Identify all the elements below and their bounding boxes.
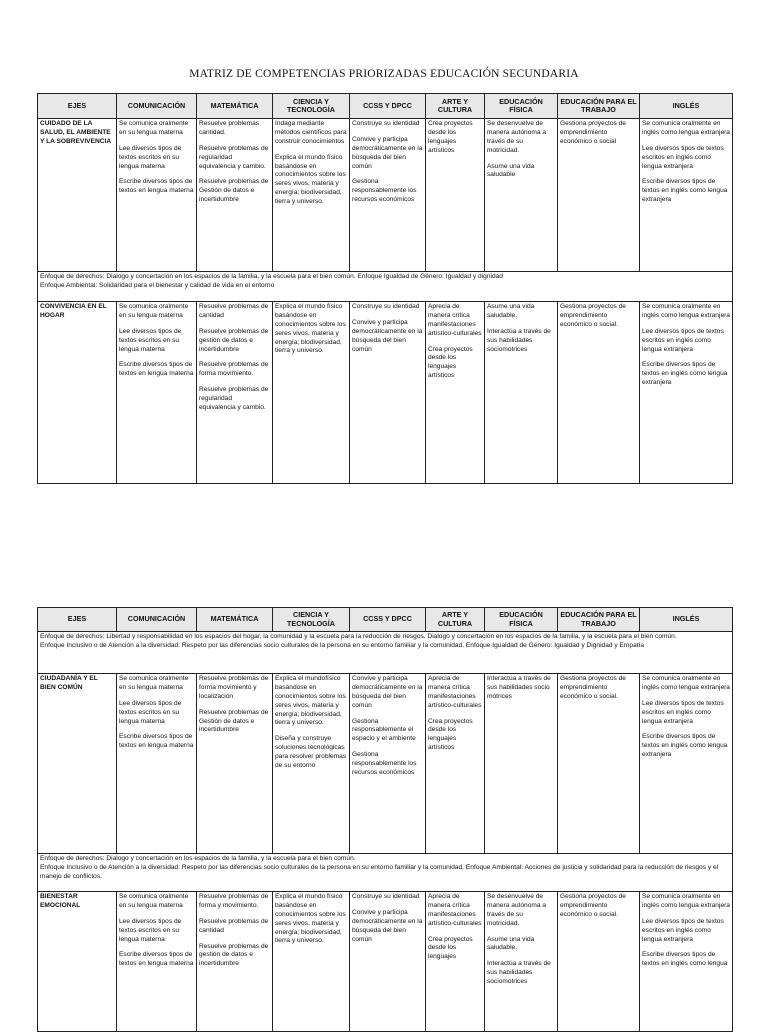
cell-comunicacion: Se comunica oralmente en su lengua materna Lee diversos tipos de textos escritos en su lengua materna Escribe diversos tipos de textos en lengua materna <box>117 302 197 484</box>
table-row <box>38 674 733 854</box>
cell-ciencia: Explica el mundo físico basándose en conocimientos sobre los seres vivos, materia y energía; biodiversidad, tierra y universo. <box>273 302 350 484</box>
cell-ciencia: Explica el mundofísico basándose en conocimientos sobre los seres vivos, materia y energía; biodiversidad, tierra y universo. Diseña y construye soluciones tecnológicas para resolver problemas de su entorno <box>273 674 350 854</box>
cell-matematica: Resuelve problemas de forma y movimiento. Resuelve problemas de cantidad Resuelve problemas de gestión de datos e incertidumbre <box>197 892 273 1032</box>
cell-arte: Aprecia de manera crítica manifestaciones artístico-culturales Crea proyectos desde los lenguajes <box>426 892 485 1032</box>
col-header-comunicacion: COMUNICACIÓN <box>117 608 197 632</box>
col-header-ingles: INGLÉS <box>640 608 733 632</box>
cell-ccss: Construye su identidad Convive y participa democráticamente en la búsqueda del bien común <box>350 302 426 484</box>
cell-ciencia: Explica el mundo físico basándose en conocimientos sobre los seres vivos, materia y energía; biodiversidad, tierra y universo. <box>273 892 350 1032</box>
cell-arte: Crea proyectos desde los lenguajes artísticos <box>426 119 485 272</box>
table-row <box>38 892 733 1032</box>
col-header-ciencia: CIENCIA Y TECNOLOGÍA <box>273 94 350 119</box>
col-header-ept: EDUCACIÓN PARA EL TRABAJO <box>558 608 640 632</box>
eje-label: CONVIVENCIA EN EL HOGAR <box>38 302 117 484</box>
cell-ingles: Se comunica oralmente en inglés como lengua extranjera Lee diversos tipos de textos escritos en inglés como lengua extranjera Escribe diversos tipos de textos en inglés como lengua extranjera <box>640 302 733 484</box>
col-header-matematica: MATEMÁTICA <box>197 94 273 119</box>
cell-ept: Gestiona proyectos de emprendimiento económico o social <box>558 119 640 272</box>
col-header-matematica: MATEMÁTICA <box>197 608 273 632</box>
eje-label: CIUDADANÍA Y EL BIEN COMÚN <box>38 674 117 854</box>
cell-comunicacion: Se comunica oralmente en su lengua materna Lee diversos tipos de textos escritos en su lengua materna Escribe diversos tipos de textos en lengua materna <box>117 892 197 1032</box>
cell-ccss: Construye su identidad Convive y participa democráticamente en la búsqueda del bien común Gestiona responsablemente los recursos económicos <box>350 119 426 272</box>
cell-ept: Gestiona proyectos de emprendimiento económico o social. <box>558 892 640 1032</box>
header-row <box>38 608 733 632</box>
cell-educacion-fisica: Se desenvuelve de manera autónoma a través de su motricidad. Asume una vida saludable. Interactúa a través de sus habilidades sociomotrices <box>485 892 558 1032</box>
cell-ept: Gestiona proyectos de emprendimiento económico o social. <box>558 674 640 854</box>
cell-ccss: Construye su identidad Convive y participa democráticamente en la búsqueda del bien común <box>350 892 426 1032</box>
cell-ingles: Se comunica oralmente en inglés como lengua extranjera Lee diversos tipos de textos escritos en inglés como lengua extranjera Escribe diversos tipos de textos en inglés como lengua extranjera <box>640 674 733 854</box>
col-header-ingles: INGLÉS <box>640 94 733 119</box>
cell-ept: Gestiona proyectos de emprendimiento económico o social. <box>558 302 640 484</box>
header-row <box>38 94 733 119</box>
col-header-arte: ARTE Y CULTURA <box>426 94 485 119</box>
cell-ingles: Se comunica oralmente en inglés como lengua extranjera Lee diversos tipos de textos escritos en inglés como lengua extranjera Escribe diversos tipos de textos en inglés como lengua extranjera <box>640 119 733 272</box>
cell-comunicacion: Se comunica oralmente en su lengua materna Lee diversos tipos de textos escritos en su lengua materna Escribe diversos tipos de textos en lengua materna <box>117 119 197 272</box>
cell-educacion-fisica: Asume una vida saludable. Interactúa a través de sus habilidades sociomotrices <box>485 302 558 484</box>
competency-matrix-2 <box>37 607 733 1032</box>
eje-label: CUIDADO DE LA SALUD, EL AMBIENTE Y LA SOBREVIVENCIA <box>38 119 117 272</box>
cell-educacion-fisica: Interactúa a través de sus habilidades socio motrices <box>485 674 558 854</box>
cell-matematica: Resuelve problemas de forma movimiento y localización Resuelve problemas de Gestión de datos e incertidumbre <box>197 674 273 854</box>
col-header-ciencia: CIENCIA Y TECNOLOGÍA <box>273 608 350 632</box>
enfoque-row <box>38 854 733 892</box>
enfoque-note: Enfoque de derechos: Libertad y responsabilidad en los espacios del hogar, la comunidad y la escuela para la reducción de riesgos. Dialogo y concertación en los espacios de la familia, y la escuela para el bien común. Enfoque Inclusivo o de Atención a la diversidad: Respeto por las diferencias socio culturales de la persona en su entorno familiar y la comunidad. Enfoque Igualdad de Género: Igualdad y Dignidad y Empatía <box>38 632 733 674</box>
table-row <box>38 302 733 484</box>
cell-ccss: Convive y participa democráticamente en la búsqueda del bien común Gestiona responsablemente el espacio y el ambiente Gestiona responsablemente los recursos económicos <box>350 674 426 854</box>
cell-matematica: Resuelve problemas cantidad. Resuelve problemas de regularidad equivalencia y cambio. Resuelve problemas de Gestión de datos e incertidumbre <box>197 119 273 272</box>
cell-educacion-fisica: Se desenvuelve de manera autónoma a través de su motricidad. Asume una vida saludable <box>485 119 558 272</box>
col-header-ccss: CCSS Y DPCC <box>350 608 426 632</box>
col-header-ejes: EJES <box>38 608 117 632</box>
col-header-ejes: EJES <box>38 94 117 119</box>
enfoque-note: Enfoque de derechos: Dialogo y concertación en los espacios de la familia, y la escuela para el bien común. Enfoque Igualdad de Género: Igualdad y dignidad Enfoque Ambiental: Solidaridad para el bienestar y calidad de vida en el entorno <box>38 272 733 302</box>
document-title: MATRIZ DE COMPETENCIAS PRIORIZADAS EDUCACIÓN SECUNDARIA <box>189 68 579 80</box>
table-row <box>38 119 733 272</box>
col-header-comunicacion: COMUNICACIÓN <box>117 94 197 119</box>
enfoque-note: Enfoque de derechos: Dialogo y concertación en los espacios de la familia, y la escuela para el bien común. Enfoque Inclusivo o de Atención a la diversidad: Respeto por las diferencias socio culturales de la persona en su entorno familiar y la comunidad. Enfoque Ambiental: Acciones de justicia y solidaridad para la reducción de riesgos y el manejo de conflictos. <box>38 854 733 892</box>
col-header-educacion-fisica: EDUCACIÓN FÍSICA <box>485 94 558 119</box>
enfoque-row <box>38 632 733 674</box>
eje-label: BIENESTAR EMOCIONAL <box>38 892 117 1032</box>
cell-matematica: Resuelve problemas de cantidad Resuelve problemas de gestión de datos e incertidumbre Resuelve problemas de forma movimiento. Resuelve problemas de regularidad equivalencia y cambio. <box>197 302 273 484</box>
col-header-ept: EDUCACIÓN PARA EL TRABAJO <box>558 94 640 119</box>
col-header-ccss: CCSS Y DPCC <box>350 94 426 119</box>
cell-arte: Aprecia de manera crítica manifestaciones artístico-culturales Crea proyectos desde los lenguajes artísticos <box>426 674 485 854</box>
cell-ciencia: Indaga mediante métodos científicos para construir conocimientos Explica el mundo físico basándose en conocimientos sobre los seres vivos, materia y energía; biodiversidad, tierra y universo. <box>273 119 350 272</box>
enfoque-row <box>38 272 733 302</box>
col-header-arte: ARTE Y CULTURA <box>426 608 485 632</box>
cell-arte: Aprecia de manera crítica manifestaciones artístico-culturales Crea proyectos desde los lenguajes artísticos <box>426 302 485 484</box>
cell-ingles: Se comunica oralmente en inglés como lengua extranjera Lee diversos tipos de textos escritos en inglés como lengua extranjera Escribe diversos tipos de textos en inglés como lengua <box>640 892 733 1032</box>
col-header-educacion-fisica: EDUCACIÓN FÍSICA <box>485 608 558 632</box>
competency-matrix-1 <box>37 93 733 484</box>
cell-comunicacion: Se comunica oralmente en su lengua materna Lee diversos tipos de textos escritos en su lengua materna Escribe diversos tipos de textos en lengua materna <box>117 674 197 854</box>
